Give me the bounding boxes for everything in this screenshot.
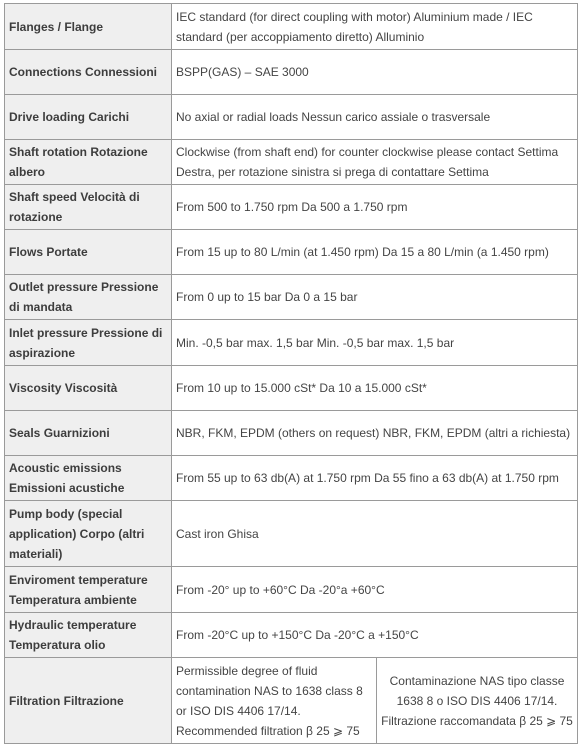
table-row — [5, 456, 578, 501]
row-value: From 10 up to 15.000 cSt* Da 10 a 15.000 cSt* — [172, 366, 578, 411]
table-row — [5, 567, 578, 613]
row-value: From -20°C up to +150°C Da -20°C a +150°C — [172, 613, 578, 658]
row-value: No axial or radial loads Nessun carico assiale o trasversale — [172, 95, 578, 140]
row-value: BSPP(GAS) – SAE 3000 — [172, 50, 578, 95]
table-row — [5, 501, 578, 567]
row-value: Min. -0,5 bar max. 1,5 bar Min. -0,5 bar max. 1,5 bar — [172, 320, 578, 366]
row-label: Flows Portate — [5, 230, 172, 275]
row-label: Filtration Filtrazione — [5, 658, 172, 744]
row-value: From 0 up to 15 bar Da 0 a 15 bar — [172, 275, 578, 320]
row-label: Viscosity Viscosità — [5, 366, 172, 411]
row-label: Shaft rotation Rotazione albero — [5, 140, 172, 185]
row-value: Clockwise (from shaft end) for counter clockwise please contact Settima Destra, per rotazione sinistra si prega di contattare Settima — [172, 140, 578, 185]
row-label: Flanges / Flange — [5, 4, 172, 50]
row-value: From 500 to 1.750 rpm Da 500 a 1.750 rpm — [172, 185, 578, 230]
table-row — [5, 411, 578, 456]
row-label: Seals Guarnizioni — [5, 411, 172, 456]
spec-table — [4, 3, 578, 744]
row-label: Enviroment temperature Temperatura ambiente — [5, 567, 172, 613]
row-value: From 55 up to 63 db(A) at 1.750 rpm Da 55 fino a 63 db(A) at 1.750 rpm — [172, 456, 578, 501]
row-value: Cast iron Ghisa — [172, 501, 578, 567]
table-row — [5, 275, 578, 320]
table-row — [5, 95, 578, 140]
table-row — [5, 4, 578, 50]
filtration-row — [5, 658, 578, 744]
row-label: Acoustic emissions Emissioni acustiche — [5, 456, 172, 501]
row-value: IEC standard (for direct coupling with motor) Aluminium made / IEC standard (per accoppiamento diretto) Alluminio — [172, 4, 578, 50]
row-label: Connections Connessioni — [5, 50, 172, 95]
table-row — [5, 185, 578, 230]
row-label: Pump body (special application) Corpo (altri materiali) — [5, 501, 172, 567]
row-value: From -20° up to +60°C Da -20°a +60°C — [172, 567, 578, 613]
table-row — [5, 230, 578, 275]
row-label: Outlet pressure Pressione di mandata — [5, 275, 172, 320]
table-row — [5, 613, 578, 658]
row-value: From 15 up to 80 L/min (at 1.450 rpm) Da 15 a 80 L/min (a 1.450 rpm) — [172, 230, 578, 275]
filtration-italian-value: Contaminazione NAS tipo classe 1638 8 o ISO DIS 4406 17/14. Filtrazione raccomandata β 25 ⩾ 75 — [377, 658, 578, 744]
row-label: Inlet pressure Pressione di aspirazione — [5, 320, 172, 366]
table-row — [5, 366, 578, 411]
table-row — [5, 320, 578, 366]
filtration-english-value: Permissible degree of fluid contamination NAS to 1638 class 8 or ISO DIS 4406 17/14. Recommended filtration β 25 ⩾ 75 — [172, 658, 377, 744]
row-label: Drive loading Carichi — [5, 95, 172, 140]
table-row — [5, 50, 578, 95]
row-label: Hydraulic temperature Temperatura olio — [5, 613, 172, 658]
row-value: NBR, FKM, EPDM (others on request) NBR, FKM, EPDM (altri a richiesta) — [172, 411, 578, 456]
row-label: Shaft speed Velocità di rotazione — [5, 185, 172, 230]
table-row — [5, 140, 578, 185]
